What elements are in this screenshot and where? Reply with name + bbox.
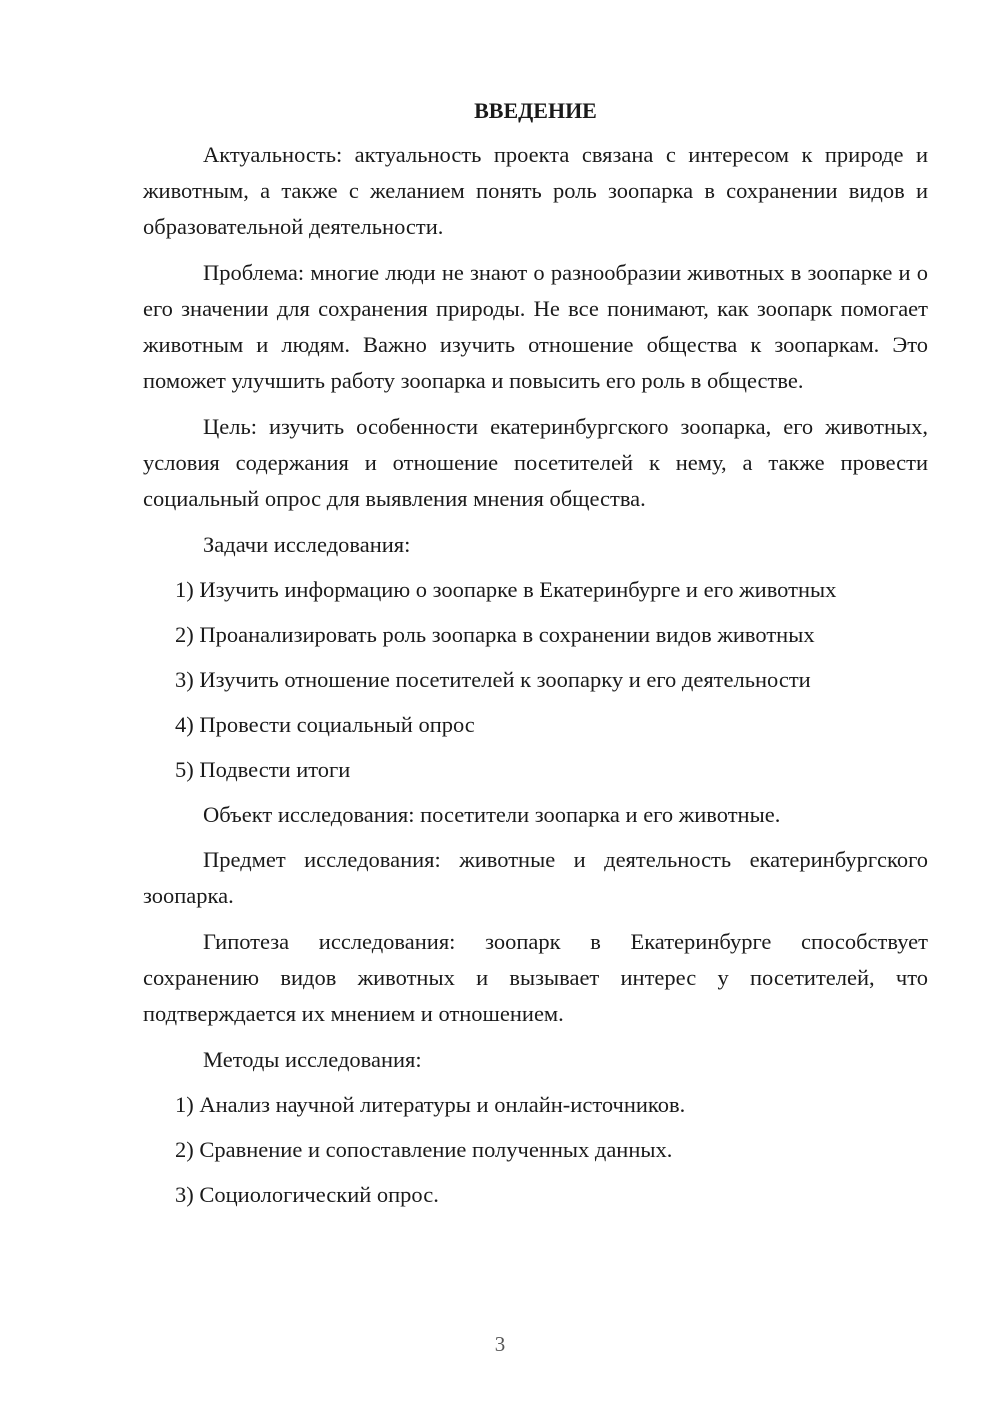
hypothesis-paragraph: Гипотеза исследования: зоопарк в Екатеринбурге способствует сохранению видов животных и вызывает интерес у посетителей, что подтверждается их мнением и отношением. — [143, 929, 928, 1026]
subject-paragraph: Предмет исследования: животные и деятельность екатеринбургского зоопарка. — [143, 847, 928, 908]
problem-paragraph: Проблема: многие люди не знают о разнообразии животных в зоопарке и о его значении для сохранения природы. Не все понимают, как зоопарк помогает животным и людям. Важно изучить отношение общества к зоопаркам. Это поможет улучшить работу зоопарка и повысить его роль в обществе. — [143, 260, 928, 393]
methods-title: Методы исследования: — [203, 1047, 422, 1072]
list-item: 4) Провести социальный опрос — [175, 712, 475, 737]
document-page — [143, 93, 928, 1222]
tasks-list — [143, 572, 928, 788]
tasks-title: Задачи исследования: — [203, 532, 411, 557]
list-item: 3) Изучить отношение посетителей к зоопарку и его деятельности — [175, 667, 811, 692]
page-number: 3 — [494, 1332, 506, 1356]
list-item: 2) Сравнение и сопоставление полученных данных. — [175, 1137, 673, 1162]
list-item: 2) Проанализировать роль зоопарка в сохранении видов животных — [175, 622, 815, 647]
list-item: 5) Подвести итоги — [175, 757, 351, 782]
section-heading: ВВЕДЕНИЕ — [474, 98, 597, 123]
list-item: 1) Анализ научной литературы и онлайн-источников. — [175, 1092, 686, 1117]
object-paragraph: Объект исследования: посетители зоопарка и его животные. — [203, 802, 781, 827]
relevance-paragraph: Актуальность: актуальность проекта связана с интересом к природе и животным, а также с желанием понять роль зоопарка в сохранении видов и образовательной деятельности. — [143, 142, 928, 239]
goal-paragraph: Цель: изучить особенности екатеринбургского зоопарка, его животных, условия содержания и отношение посетителей к нему, а также провести социальный опрос для выявления мнения общества. — [143, 414, 928, 511]
list-item: 1) Изучить информацию о зоопарке в Екатеринбурге и его животных — [175, 577, 837, 602]
methods-list — [143, 1087, 928, 1213]
list-item: 3) Социологический опрос. — [175, 1182, 439, 1207]
